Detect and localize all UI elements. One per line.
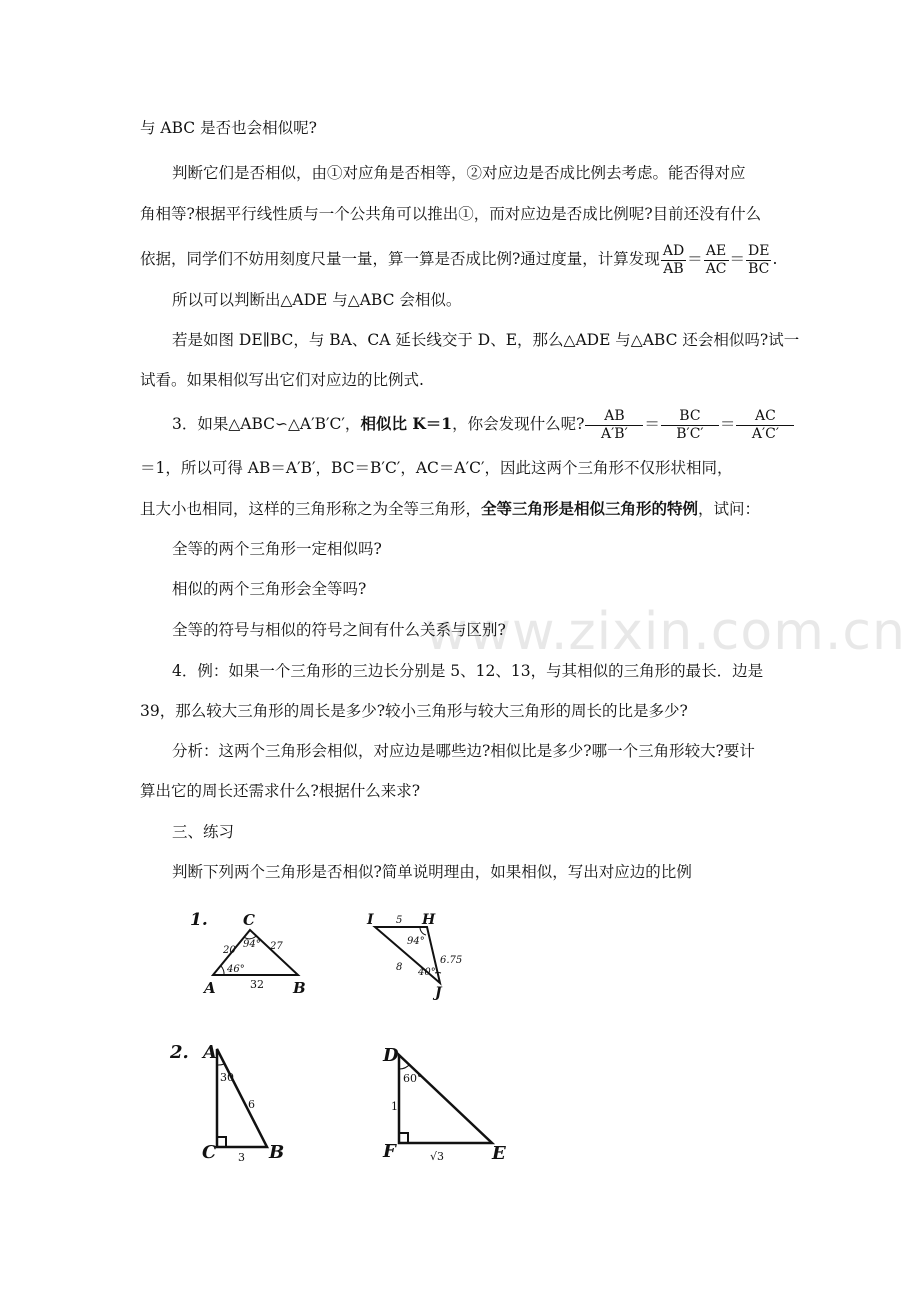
question-line: 全等的符号与相似的符号之间有什么关系与区别? xyxy=(172,621,506,639)
paragraph-line: 且大小也相同，这样的三角形称之为全等三角形，全等三角形是相似三角形的特例，试问： xyxy=(140,499,761,518)
paragraph-line: 39，那么较大三角形的周长是多少?较小三角形与较大三角形的周长的比是多少? xyxy=(140,702,688,720)
paragraph-line: 所以可以判断出△ADE 与△ABC 会相似。 xyxy=(172,291,462,309)
vertex-label: H xyxy=(422,912,436,928)
side-label: 3 xyxy=(238,1151,245,1164)
figure-2 xyxy=(165,1035,525,1175)
paragraph-line-with-fractions: 3．如果△ABC∽△A′B′C′，相似比 K＝1，你会发现什么呢? $\frac{AB}{A'B'}$ ＝ $\frac{BC}{B'C'}$ ＝ $\frac{AC}{A'C'}$ xyxy=(172,402,795,446)
question-line: 全等的两个三角形一定相似吗? xyxy=(172,540,382,558)
paragraph-line: 与 ABC 是否也会相似呢? xyxy=(140,119,317,137)
paragraph-line: 判断下列两个三角形是否相似?简单说明理由，如果相似，写出对应边的比例 xyxy=(172,863,692,881)
fraction-bc: $\frac{BC}{B'C'}$ xyxy=(661,408,719,443)
text: 依据，同学们不妨用刻度尺量一量，算一算是否成比例?通过度量，计算发现 xyxy=(140,250,660,268)
figure-number: 2. xyxy=(170,1042,189,1063)
side-label: 20 xyxy=(223,945,236,956)
angle-label: 94° xyxy=(243,939,261,950)
side-label: 5 xyxy=(396,915,403,926)
paragraph-line-with-fractions: 依据，同学们不妨用刻度尺量一量，算一算是否成比例?通过度量，计算发现 $\frac{AD}{AB}$ ＝ $\frac{AE}{AC}$ ＝ $\frac{DE}{BC}$ . xyxy=(140,242,778,277)
angle-label: 46° xyxy=(227,964,245,975)
watermark: www.zixin.com.cn xyxy=(425,602,906,662)
angle-arc xyxy=(221,966,224,975)
vertex-label: B xyxy=(269,1142,285,1163)
figure-1 xyxy=(180,905,480,1000)
side-label: √3 xyxy=(430,1150,445,1163)
side-label: 32 xyxy=(250,978,264,991)
vertex-label: J xyxy=(435,985,442,1000)
side-label: 6 xyxy=(248,1098,255,1111)
figure-number: 1. xyxy=(190,910,208,930)
paragraph-line: 角相等?根据平行线性质与一个公共角可以推出①，而对应边是否成比例呢?目前还没有什么 xyxy=(140,205,762,223)
right-angle-mark xyxy=(217,1137,226,1147)
triangle-acb xyxy=(217,1049,267,1147)
right-angle-mark xyxy=(399,1133,408,1143)
triangle-dfe xyxy=(399,1055,492,1143)
vertex-label: F xyxy=(383,1141,396,1162)
angle-label: 40° xyxy=(418,967,436,978)
paragraph-line: 分析：这两个三角形会相似，对应边是哪些边?相似比是多少?哪一个三角形较大?要计 xyxy=(172,742,755,760)
side-label: 8 xyxy=(396,962,403,973)
fraction-ae-ac: $\frac{AE}{AC}$ xyxy=(705,242,727,277)
paragraph-line: 试看。如果相似写出它们对应边的比例式. xyxy=(140,371,424,389)
angle-arc xyxy=(420,927,426,935)
vertex-label: E xyxy=(492,1143,506,1164)
vertex-label: A xyxy=(204,979,216,997)
angle-label: 94° xyxy=(407,936,425,947)
fraction-ac: $\frac{AC}{A'C'}$ xyxy=(736,408,794,443)
vertex-label: C xyxy=(202,1142,217,1163)
vertex-label: C xyxy=(243,911,255,929)
vertex-label: I xyxy=(367,912,374,928)
vertex-label: A xyxy=(203,1042,217,1063)
bold-text: 相似比 K＝1 xyxy=(360,414,453,433)
paragraph-line: 判断它们是否相似，由①对应角是否相等，②对应边是否成比例去考虑。能否得对应 xyxy=(172,164,746,182)
paragraph-line: 算出它的周长还需求什么?根据什么来求? xyxy=(140,782,421,800)
fraction-de-bc: $\frac{DE}{BC}$ xyxy=(748,242,770,277)
paragraph-line: ＝1，所以可得 AB＝A′B′，BC＝B′C′，AC＝A′C′，因此这两个三角形不仅形状相同， xyxy=(140,459,733,477)
fraction-ad-ab: $\frac{AD}{AB}$ xyxy=(662,242,685,277)
side-label: 27 xyxy=(270,941,283,952)
vertex-label: D xyxy=(383,1045,399,1066)
section-heading: 三、练习 xyxy=(172,823,235,841)
vertex-label: B xyxy=(293,979,306,997)
angle-label: 60° xyxy=(403,1072,423,1085)
side-label: 1 xyxy=(391,1100,398,1113)
paragraph-line: 若是如图 DE∥BC，与 BA、CA 延长线交于 D、E，那么△ADE 与△ABC 还会相似吗?试一 xyxy=(172,331,800,349)
question-line: 相似的两个三角形会全等吗? xyxy=(172,580,367,598)
side-label: 6.75 xyxy=(440,955,463,966)
bold-text: 全等三角形是相似三角形的特例 xyxy=(481,499,699,518)
angle-label: 30 xyxy=(220,1071,234,1084)
paragraph-line: 4．例：如果一个三角形的三边长分别是 5、12、13，与其相似的三角形的最长．边是 xyxy=(172,662,764,680)
fraction-ab: $\frac{AB}{A'B'}$ xyxy=(585,408,643,443)
